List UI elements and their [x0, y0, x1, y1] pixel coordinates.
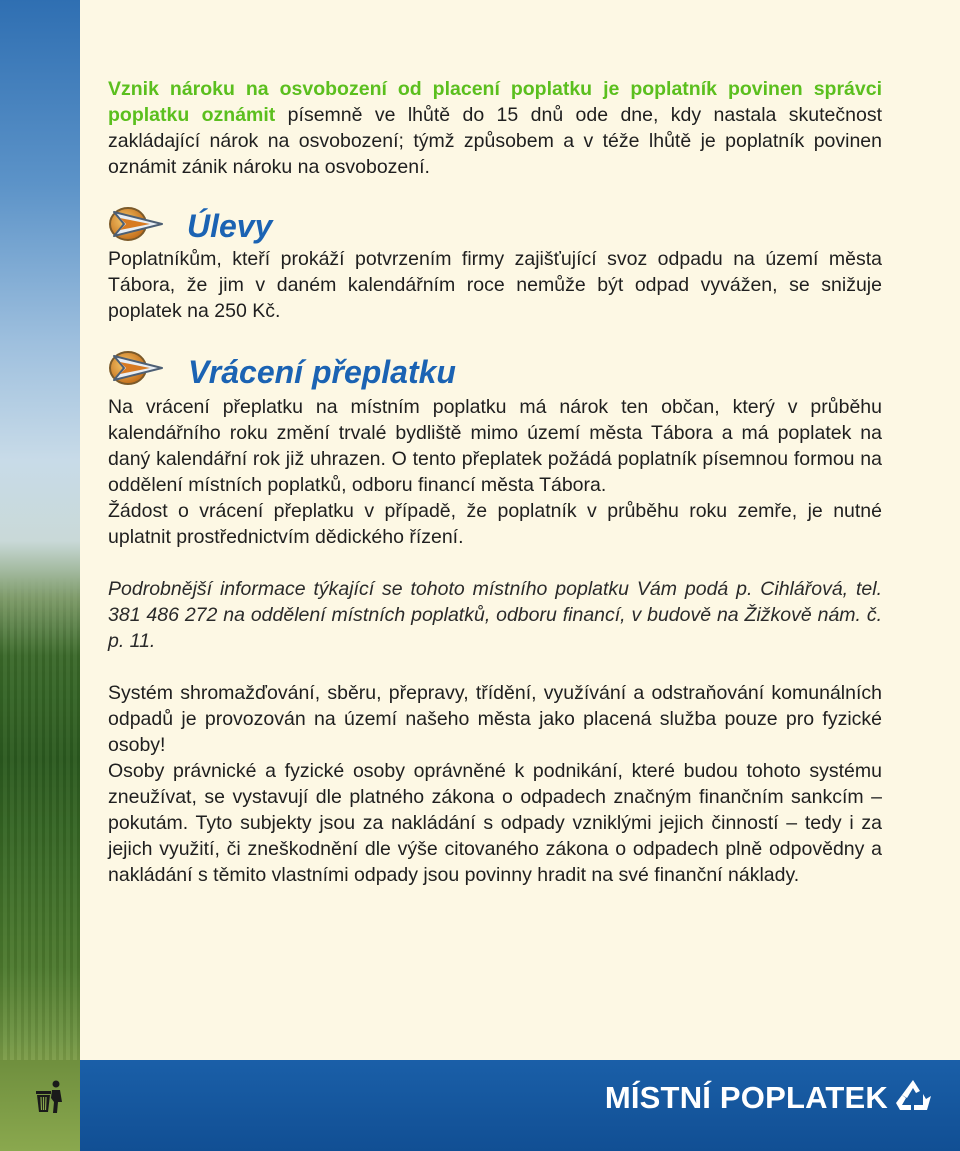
- heading-ulevy: Úlevy: [187, 208, 273, 244]
- heading-vraceni-preplatku: Vrácení přeplatku: [188, 354, 456, 390]
- notification-rest: písemně ve lhůtě do 15 dnů ode dne, kdy nastala skutečnost zakládající nárok na osvobození; týmž způsobem a v téže lhůtě je poplatník povinen oznámit zánik nároku na osvobození.: [108, 104, 882, 178]
- landscape-photo-strip: [0, 0, 80, 1151]
- paragraph-system-1: Systém shromažďování, sběru, přepravy, třídění, využívání a odstraňování komunálních odpadů je provozován na území našeho města jako placená služba pouze pro fyzické osoby!: [108, 682, 882, 756]
- paragraph-system-2: Osoby právnické a fyzické osoby oprávněné k podnikání, které budou tohoto systému zneužívat, se vystavují dle platného zákona o odpadech značným finančním sankcím – pokutám. Tyto subjekty jsou za nakládání s odpady vzniklými jejich činností – tedy i za jejich využití, či zneškodnění dle výše citovaného zákona o odpadech plně odpovědny a nakládání s těmito vlastními odpady jsou povinny hradit na své finanční náklady.: [108, 760, 882, 886]
- recycle-icon: [893, 1077, 933, 1117]
- notification-highlight: Vznik nároku na osvobození od placení poplatku je poplatník povinen správci poplatku oznámit: [108, 78, 882, 126]
- paragraph-vraceni-2: Žádost o vrácení přeplatku v případě, že poplatník v průběhu roku zemře, je nutné uplatnit prostřednictvím dědického řízení.: [108, 500, 882, 548]
- page-content: [80, 0, 960, 1060]
- paragraph-ulevy: Poplatníkům, kteří prokáží potvrzením firmy zajišťující svoz odpadu na území města Tábora, že jim v daném kalendářním roce nemůže být odpad vyvážen, se snižuje poplatek na 250 Kč.: [108, 248, 882, 322]
- paragraph-vraceni-1: Na vrácení přeplatku na místním poplatku má nárok ten občan, který v průběhu kalendářního roku změní trvalé bydliště mimo území města Tábora a má poplatek na daný kalendářní rok již uhrazen. O tento přeplatek požádá poplatník písemnou formou na oddělení místních poplatků, odboru financí města Tábora.: [108, 396, 882, 496]
- trash-bin-icon: [32, 1078, 66, 1114]
- arrow-bullet-icon: [106, 346, 166, 390]
- paragraph-info: Podrobnější informace týkající se tohoto místního poplatku Vám podá p. Cihlářová, tel. 381 486 272 na oddělení místních poplatků, odboru financí, v budově na Žižkově nám. č. p. 11.: [108, 578, 882, 652]
- paragraph-notification: [108, 76, 882, 180]
- arrow-bullet-icon: [106, 202, 166, 246]
- footer-title: MÍSTNÍ POPLATEK: [604, 1080, 888, 1115]
